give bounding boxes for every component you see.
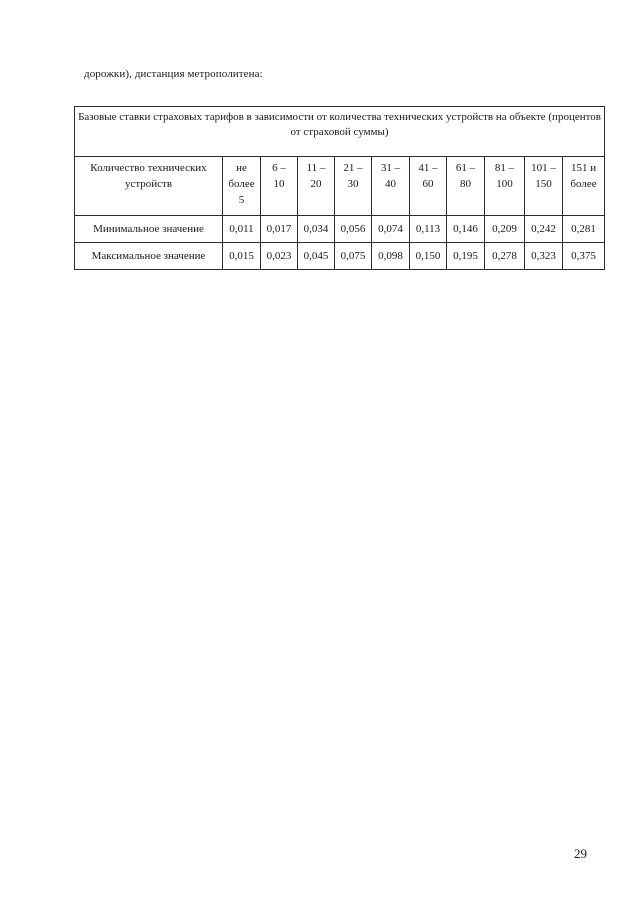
- column-header: 61 – 80: [447, 157, 485, 216]
- column-header: 11 – 20: [298, 157, 335, 216]
- column-header: 6 – 10: [261, 157, 298, 216]
- table-cell: 0,034: [298, 216, 335, 243]
- table-cell: 0,074: [372, 216, 410, 243]
- tariff-rates-table: [74, 106, 605, 270]
- table-cell: 0,281: [563, 216, 605, 243]
- header-label: Количество технических устройств: [75, 157, 223, 216]
- page-number: 29: [574, 846, 587, 861]
- column-header: 31 – 40: [372, 157, 410, 216]
- table-header-row: [75, 157, 605, 216]
- table-cell: 0,323: [525, 243, 563, 270]
- table-cell: 0,075: [335, 243, 372, 270]
- table-row-minimum: [75, 216, 605, 243]
- column-header: 21 – 30: [335, 157, 372, 216]
- table-cell: 0,017: [261, 216, 298, 243]
- row-label: Максимальное значение: [75, 243, 223, 270]
- column-header: 101 – 150: [525, 157, 563, 216]
- row-label: Минимальное значение: [75, 216, 223, 243]
- table-cell: 0,011: [223, 216, 261, 243]
- table-cell: 0,278: [485, 243, 525, 270]
- table-cell: 0,045: [298, 243, 335, 270]
- column-header: 81 – 100: [485, 157, 525, 216]
- table-cell: 0,195: [447, 243, 485, 270]
- table-cell: 0,242: [525, 216, 563, 243]
- table-row-maximum: [75, 243, 605, 270]
- table-cell: 0,056: [335, 216, 372, 243]
- table-cell: 0,113: [410, 216, 447, 243]
- column-header: 41 – 60: [410, 157, 447, 216]
- column-header: не более 5: [223, 157, 261, 216]
- intro-text: дорожки), дистанция метрополитена:: [84, 68, 263, 80]
- table-cell: 0,023: [261, 243, 298, 270]
- table-cell: 0,150: [410, 243, 447, 270]
- column-header: 151 и более: [563, 157, 605, 216]
- table-cell: 0,098: [372, 243, 410, 270]
- table-cell: 0,209: [485, 216, 525, 243]
- table-cell: 0,375: [563, 243, 605, 270]
- table-caption: Базовые ставки страховых тарифов в зависимости от количества технических устройств на объекте (процентов от страховой суммы): [75, 107, 605, 157]
- table-cell: 0,015: [223, 243, 261, 270]
- table-cell: 0,146: [447, 216, 485, 243]
